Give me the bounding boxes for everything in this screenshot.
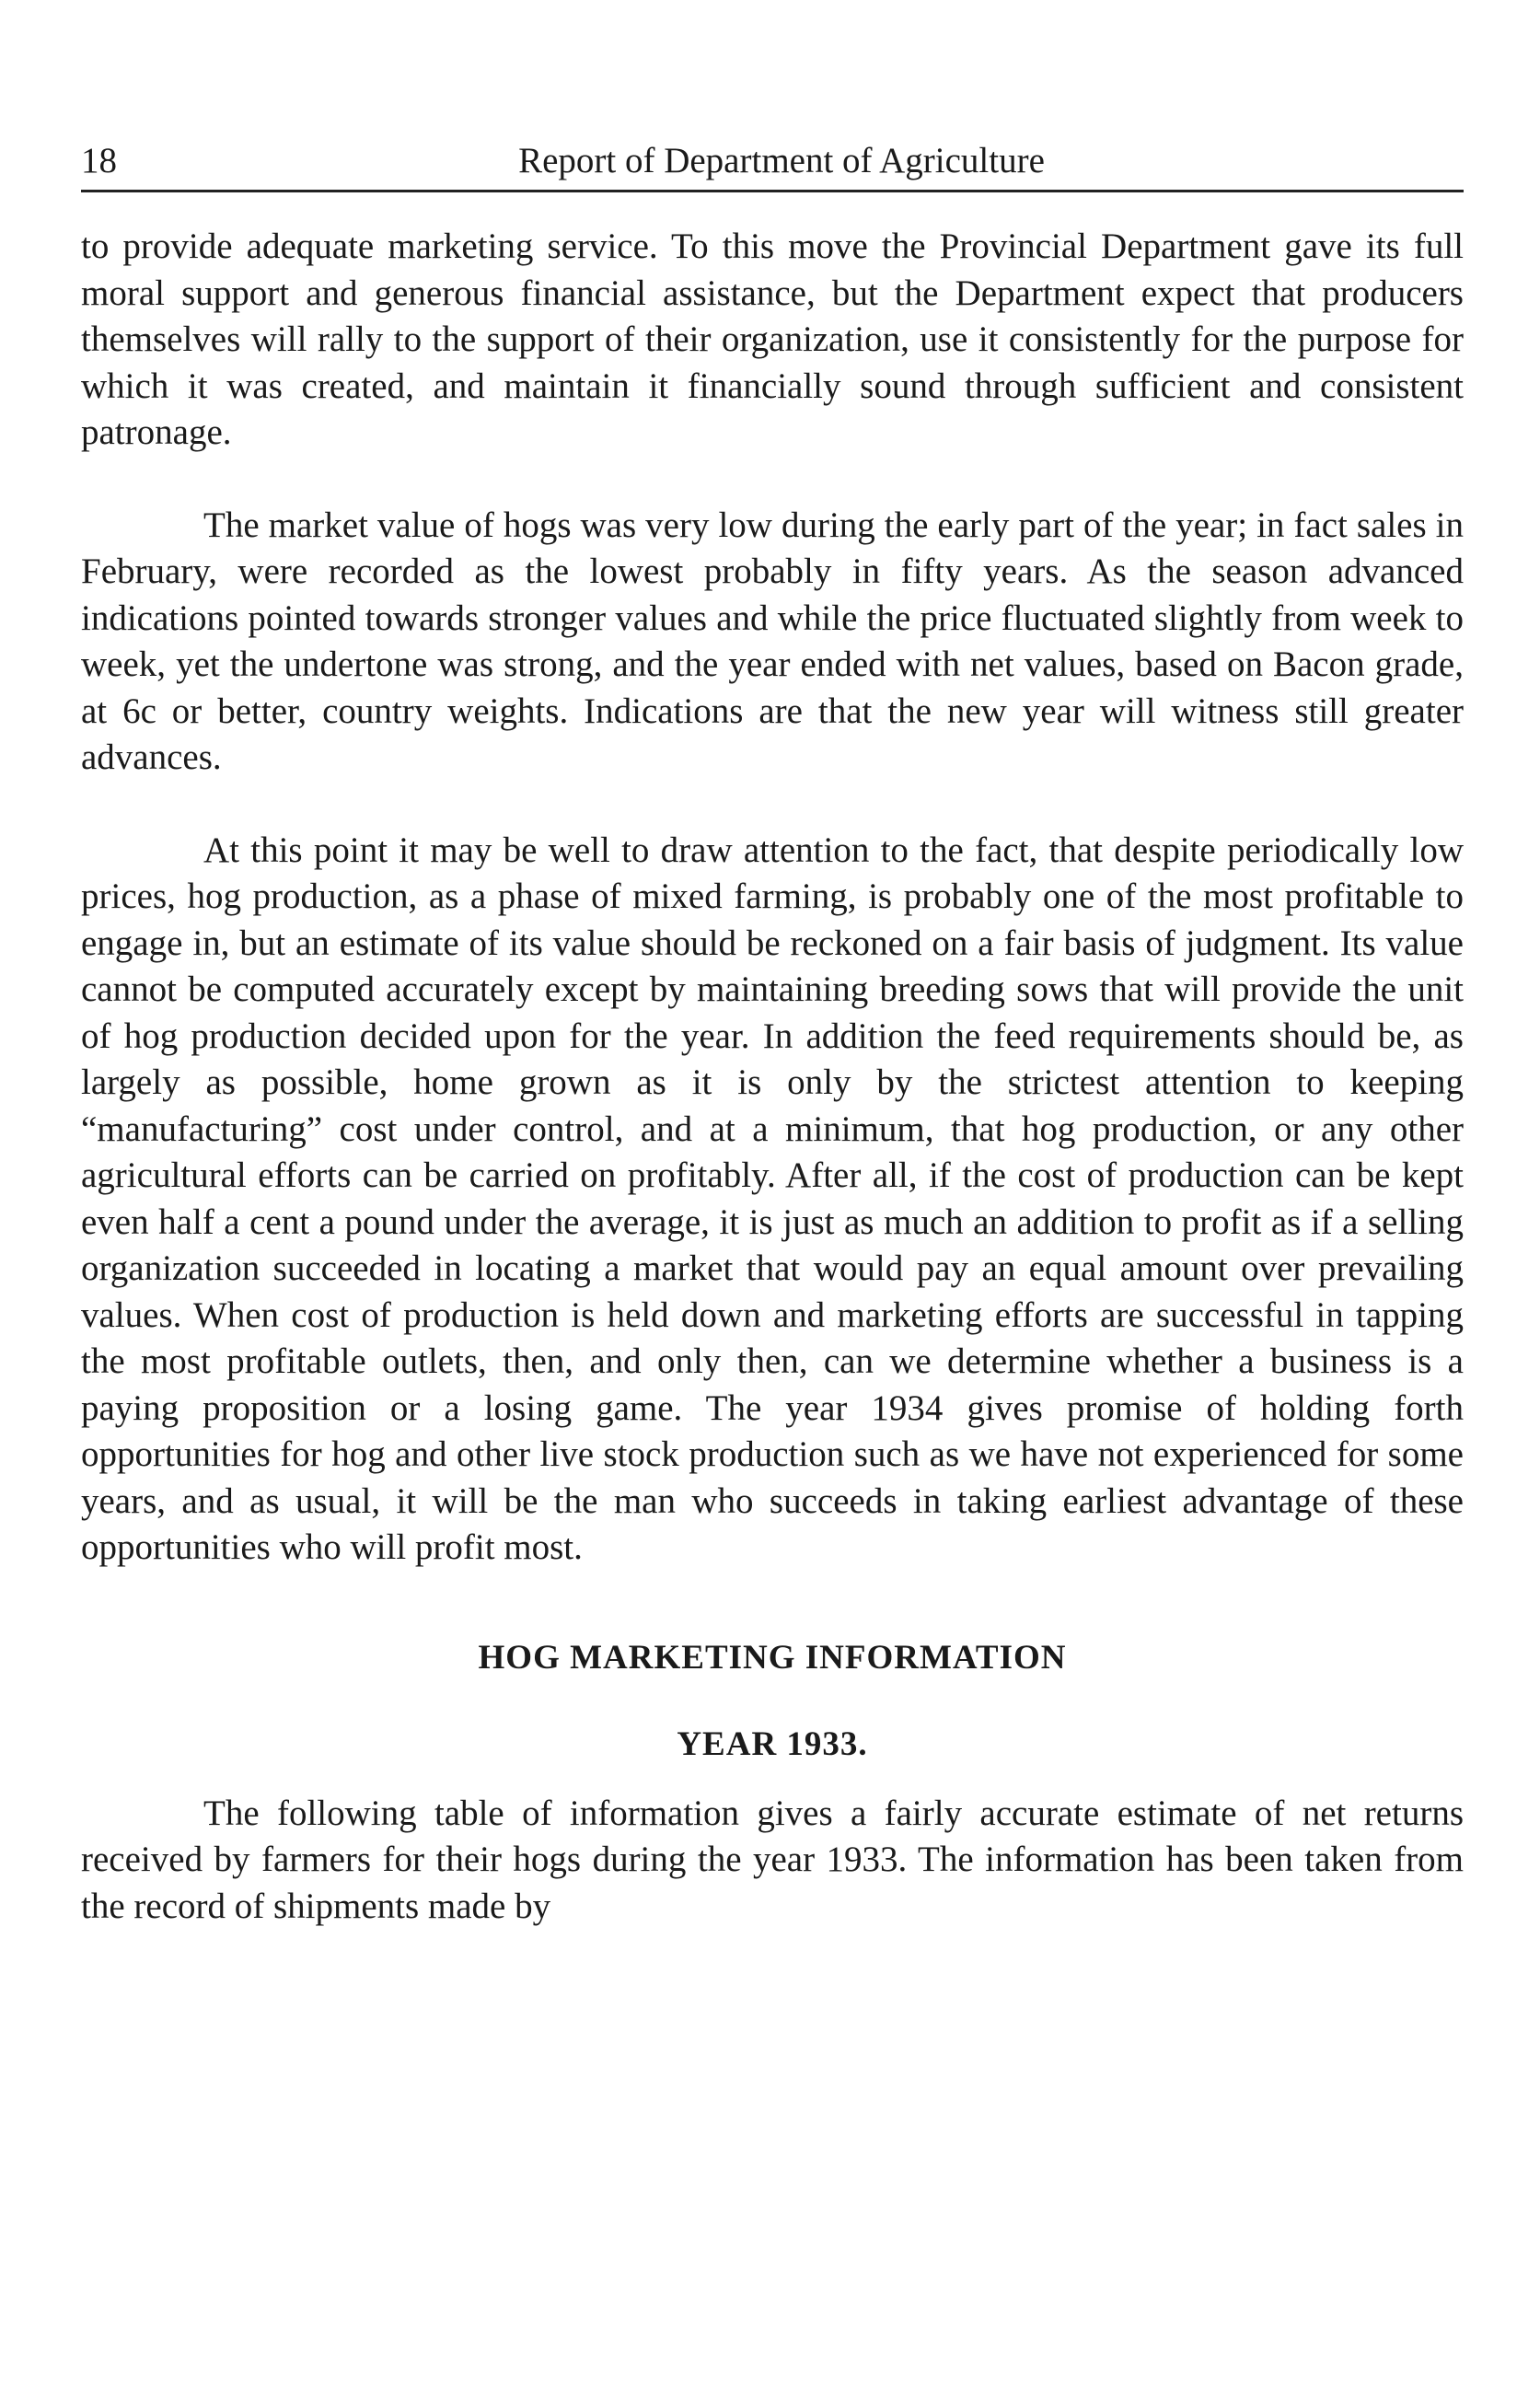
document-page — [81, 138, 1464, 1930]
running-head — [81, 138, 1464, 192]
paragraph-table-intro: The following table of information gives a fairly accurate estimate of net returns received by farmers for their hogs during the year 1933. The information has been taken from the record of shipments made by — [81, 1793, 1464, 1926]
paragraph-continuation: to provide adequate marketing service. To this move the Provincial Department gave its full moral support and generous financial assistance, but the Department expect that producers themselves will rally to the support of their organization, use it consistently for the purpose for which it was created, and maintain it financially sound through sufficient and consistent patronage. — [81, 226, 1464, 452]
body-text — [81, 224, 1464, 1930]
running-title: Report of Department of Agriculture — [518, 141, 1045, 180]
paragraph-hog-market-value: The market value of hogs was very low during the early part of the year; in fact sales in February, were recorded as the lowest probably in fifty years. As the season advanced indications pointed towards stronger values and while the price fluctuated slightly from week to week, yet the undertone was strong, and the year ended with net values, based on Bacon grade, at 6c or better, country weights. Indications are that the new year will witness still greater advances. — [81, 505, 1464, 777]
section-subheading: YEAR 1933. — [677, 1724, 868, 1763]
paragraph-hog-production-profit: At this point it may be well to draw attention to the fact, that despite periodically low prices, hog production, as a phase of mixed farming, is probably one of the most profitable to engage in, but an estimate of its value should be reckoned on a fair basis of judgment. Its value cannot be computed accurately except by maintaining breeding sows that will provide the unit of hog production decided upon for the year. In addition the feed requirements should be, as largely as possible, home grown as it is only by the strictest attention to keeping “manufacturing” cost under control, and at a minimum, that hog production, or any other agricultural efforts can be carried on profitably. After all, if the cost of production can be kept even half a cent a pound under the average, it is just as much an addition to profit as if a selling organization succeeded in locating a market that would pay an equal amount over prevailing values. When cost of production is held down and marketing efforts are successful in tapping the most profitable outlets, then, and only then, can we determine whether a business is a paying proposition or a losing game. The year 1934 gives promise of holding forth opportunities for hog and other live stock production such as we have not experienced for some years, and as usual, it will be the man who succeeds in taking earliest advantage of these opportunities who will profit most. — [81, 830, 1464, 1567]
page-number: 18 — [81, 141, 117, 180]
section-heading: HOG MARKETING INFORMATION — [478, 1638, 1067, 1677]
